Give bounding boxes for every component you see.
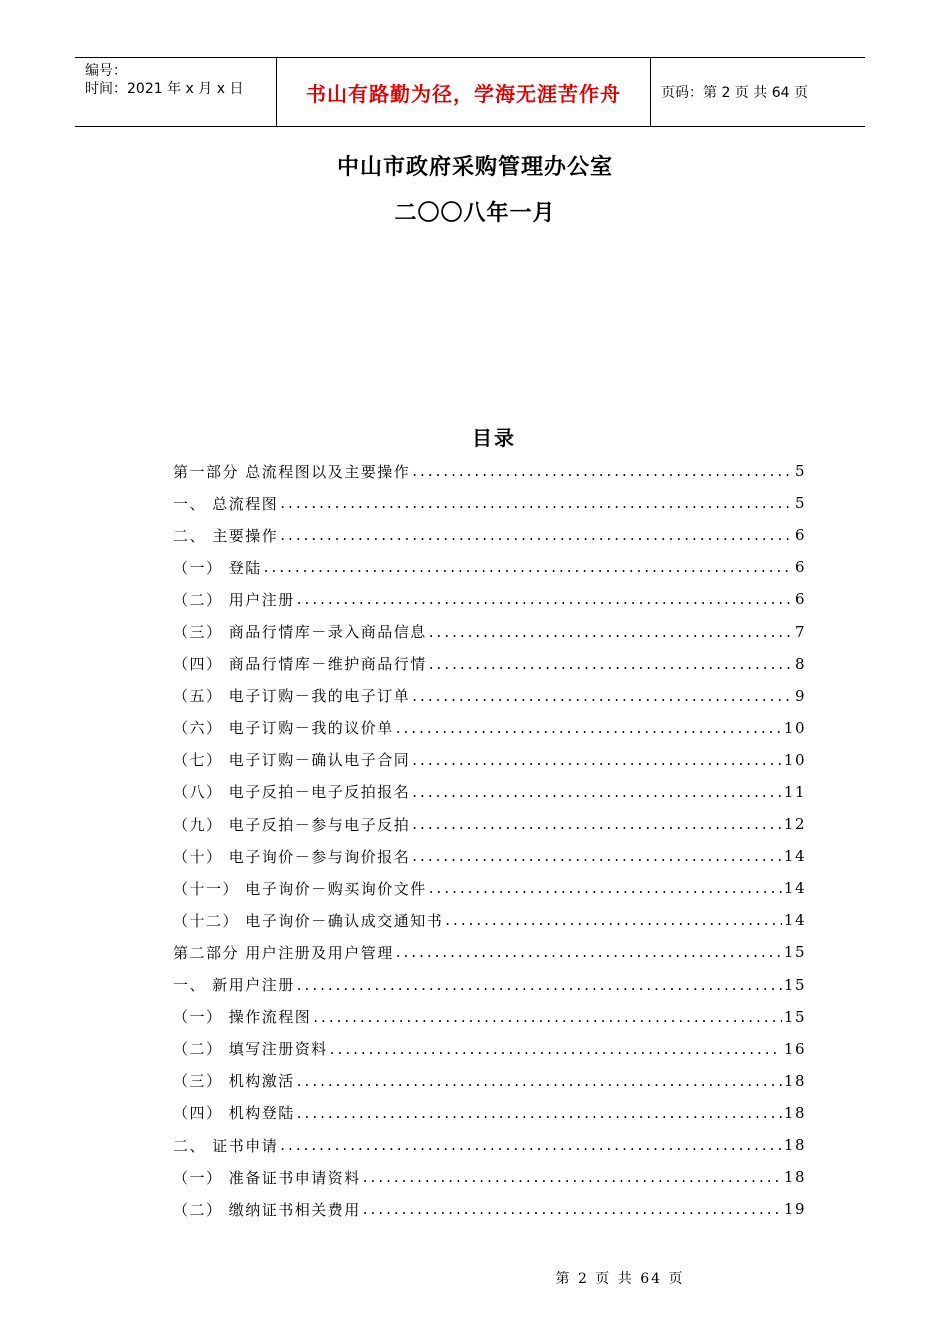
toc-leader-dots: [429, 879, 782, 897]
toc-entry-page: 10: [783, 750, 806, 769]
toc-entry[interactable]: [173, 840, 806, 872]
toc-leader-dots: [412, 815, 782, 833]
toc-entry[interactable]: [173, 615, 806, 647]
toc-entry[interactable]: [173, 648, 806, 680]
toc-entry[interactable]: [173, 551, 806, 583]
header-motto: 书山有路勤为径，学海无涯苦作舟: [277, 58, 651, 126]
toc-entry-page: 6: [794, 590, 806, 609]
toc-entry-label: （十一） 电子询价－购买询价文件: [173, 879, 427, 898]
toc-entry-label: （九） 电子反拍－参与电子反拍: [173, 815, 411, 834]
toc-entry-page: 15: [783, 1007, 806, 1026]
toc-entry[interactable]: [173, 487, 806, 519]
toc-entry-page: 15: [783, 943, 806, 962]
toc-entry[interactable]: [173, 1193, 806, 1225]
toc-entry-label: （一） 登陆: [173, 558, 262, 577]
toc-entry-label: （七） 电子订购－确认电子合同: [173, 751, 411, 770]
toc-entry-label: （二） 填写注册资料: [173, 1040, 328, 1059]
toc-entry[interactable]: [173, 872, 806, 904]
toc-entry-page: 8: [794, 654, 806, 673]
toc-entry[interactable]: [173, 455, 806, 487]
toc-leader-dots: [280, 526, 793, 544]
toc-leader-dots: [297, 976, 782, 994]
toc-leader-dots: [412, 687, 793, 705]
toc-entry-label: （三） 机构激活: [173, 1072, 295, 1091]
toc-leader-dots: [330, 1040, 782, 1058]
toc-entry-page: 15: [783, 975, 806, 994]
toc-entry-page: 6: [794, 526, 806, 545]
toc-entry-label: （三） 商品行情库－录入商品信息: [173, 623, 427, 642]
toc-entry-label: （一） 操作流程图: [173, 1008, 312, 1027]
toc-entry[interactable]: [173, 936, 806, 968]
page-header: [75, 57, 865, 127]
toc-entry-page: 19: [783, 1200, 806, 1219]
date-title: 二〇〇八年一月: [394, 201, 556, 226]
toc-entry-page: 12: [783, 815, 806, 834]
toc-entry-label: 第二部分 用户注册及用户管理: [173, 943, 394, 962]
toc-entry-page: 7: [794, 622, 806, 641]
toc-entry-page: 5: [794, 494, 806, 513]
toc-leader-dots: [297, 590, 793, 608]
header-meta: [75, 58, 277, 126]
toc-entry[interactable]: [173, 519, 806, 551]
toc-leader-dots: [280, 1136, 782, 1154]
toc-leader-dots: [429, 623, 793, 641]
toc-entry[interactable]: [173, 808, 806, 840]
toc-entry-page: 6: [794, 558, 806, 577]
toc-entry[interactable]: [173, 1161, 806, 1193]
toc-entry-page: 18: [783, 1071, 806, 1090]
toc-entry-page: 5: [794, 462, 806, 481]
toc-entry[interactable]: [173, 1001, 806, 1033]
toc-entry-label: （二） 缴纳证书相关费用: [173, 1200, 361, 1219]
toc-leader-dots: [297, 1104, 782, 1122]
toc-entry[interactable]: [173, 712, 806, 744]
toc-entry-label: （四） 机构登陆: [173, 1104, 295, 1123]
toc-entry-page: 11: [783, 782, 806, 801]
table-of-contents: [173, 455, 806, 1225]
toc-entry-label: （八） 电子反拍－电子反拍报名: [173, 783, 411, 802]
toc-entry-label: （十） 电子询价－参与询价报名: [173, 847, 411, 866]
toc-leader-dots: [396, 943, 782, 961]
header-page-info: 页码：第 2 页 共 64 页: [661, 85, 808, 101]
toc-entry-label: 第一部分 总流程图以及主要操作: [173, 462, 411, 481]
toc-leader-dots: [313, 1008, 782, 1026]
toc-entry-label: （六） 电子订购－我的议价单: [173, 719, 394, 738]
toc-entry[interactable]: [173, 1097, 806, 1129]
toc-leader-dots: [412, 462, 793, 480]
toc-entry[interactable]: [173, 1129, 806, 1161]
toc-entry-page: 14: [783, 879, 806, 898]
number-label: 编号：: [85, 63, 127, 79]
toc-entry-page: 9: [794, 686, 806, 705]
page-footer: 第 2 页 共 64 页: [555, 1271, 685, 1287]
toc-leader-dots: [429, 655, 793, 673]
toc-leader-dots: [412, 783, 782, 801]
toc-entry[interactable]: [173, 1065, 806, 1097]
time-label: 时间：2021 年 x 月 x 日: [85, 81, 244, 97]
toc-entry-page: 18: [783, 1136, 806, 1155]
toc-entry-page: 10: [783, 718, 806, 737]
toc-heading: 目录: [472, 426, 516, 450]
toc-leader-dots: [412, 847, 782, 865]
toc-entry[interactable]: [173, 969, 806, 1001]
toc-entry-label: （四） 商品行情库－维护商品行情: [173, 655, 427, 674]
toc-leader-dots: [280, 494, 793, 512]
toc-entry-page: 14: [783, 847, 806, 866]
toc-entry-label: （十二） 电子询价－确认成交通知书: [173, 911, 444, 930]
toc-entry[interactable]: [173, 776, 806, 808]
toc-entry[interactable]: [173, 1033, 806, 1065]
toc-entry[interactable]: [173, 744, 806, 776]
toc-entry-label: （一） 准备证书申请资料: [173, 1168, 361, 1187]
toc-entry-page: 18: [783, 1168, 806, 1187]
toc-entry-page: 16: [783, 1039, 806, 1058]
toc-entry[interactable]: [173, 680, 806, 712]
toc-entry-label: 二、 证书申请: [173, 1136, 279, 1155]
toc-entry[interactable]: [173, 583, 806, 615]
organization-title: 中山市政府采购管理办公室: [336, 155, 613, 180]
toc-entry-label: （二） 用户注册: [173, 590, 295, 609]
toc-leader-dots: [363, 1168, 782, 1186]
toc-leader-dots: [445, 911, 782, 929]
toc-leader-dots: [363, 1200, 782, 1218]
toc-entry-label: 二、 主要操作: [173, 526, 279, 545]
toc-leader-dots: [297, 1072, 782, 1090]
toc-leader-dots: [264, 558, 793, 576]
toc-entry-page: 18: [783, 1103, 806, 1122]
toc-entry[interactable]: [173, 904, 806, 936]
toc-entry-page: 14: [783, 911, 806, 930]
toc-leader-dots: [396, 719, 782, 737]
toc-entry-label: 一、 新用户注册: [173, 976, 295, 995]
toc-entry-label: 一、 总流程图: [173, 494, 279, 513]
toc-leader-dots: [412, 751, 782, 769]
toc-entry-label: （五） 电子订购－我的电子订单: [173, 687, 411, 706]
